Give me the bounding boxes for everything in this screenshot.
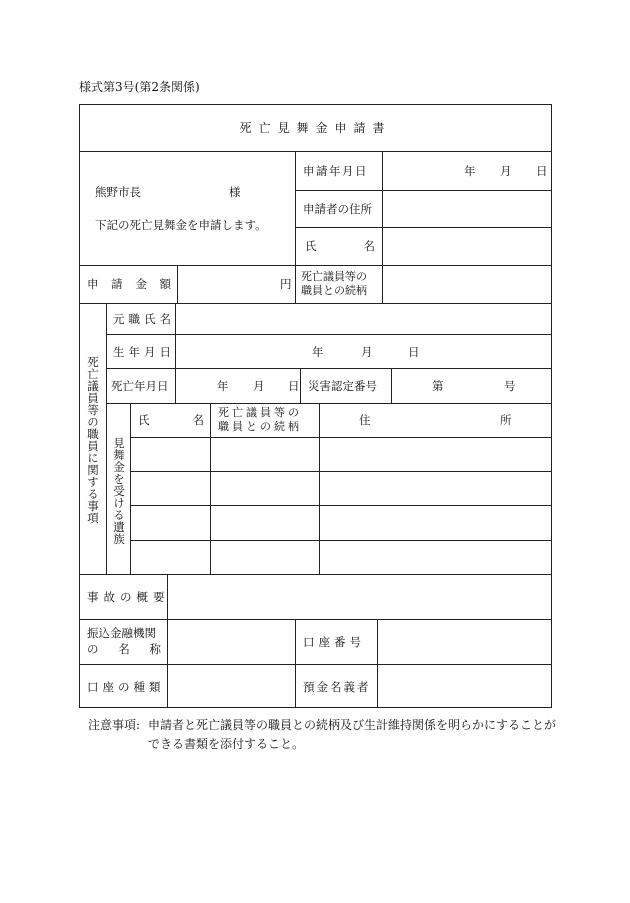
col-divider — [106, 303, 107, 574]
col-divider — [295, 619, 296, 708]
notes — [88, 716, 556, 754]
addressee-mayor: 熊野市長 — [95, 185, 141, 199]
notes-label: 注意事項: — [88, 718, 141, 732]
row-divider — [130, 540, 552, 541]
notes-line-1: 申請者と死亡議員等の職員との続柄及び生計維持関係を明らかにすることが — [148, 718, 557, 732]
survivors-label: 見舞金を受ける遺族 — [112, 437, 126, 545]
amount-relation-label-1: 死亡議員等の — [301, 270, 367, 283]
account-holder-label: 預金名義者 — [303, 680, 371, 694]
applicant-name-label: 氏 名 — [305, 239, 375, 253]
applicant-address-label: 申請者の住所 — [303, 202, 372, 216]
accident-summary-label: 事故の概要 — [87, 590, 170, 604]
survivor-name-header: 氏 名 — [138, 413, 204, 427]
death-unit-month: 月 — [253, 379, 265, 393]
amount-relation-label-2: 職員との続柄 — [301, 284, 367, 297]
account-holder-field[interactable] — [378, 665, 551, 707]
former-name-field[interactable] — [176, 304, 551, 333]
disaster-unit-prefix: 第 — [432, 379, 444, 393]
row-divider — [130, 505, 552, 506]
account-type-label: 口座の種類 — [87, 680, 165, 694]
notes-line-2: できる書類を添付すること。 — [148, 737, 305, 751]
birth-unit-year: 年 — [312, 345, 324, 359]
col-divider — [130, 403, 131, 574]
survivor-address-header-2: 所 — [500, 413, 512, 427]
form-number: 様式第3号(第2条関係) — [79, 80, 200, 94]
account-number-field[interactable] — [378, 620, 551, 663]
col-divider — [300, 368, 301, 403]
birth-unit-day: 日 — [408, 345, 420, 359]
row-divider — [130, 437, 552, 438]
row-divider — [130, 471, 552, 472]
amount-label: 申 請 金 額 — [87, 277, 171, 291]
amount-unit: 円 — [280, 277, 292, 291]
survivor-relation-header-2: 職員との続柄 — [218, 420, 302, 433]
form-title: 死亡見舞金申請書 — [239, 121, 392, 135]
death-unit-year: 年 — [217, 379, 229, 393]
date-unit-day: 日 — [536, 164, 548, 178]
survivor-address-header-1: 住 — [359, 413, 371, 427]
application-form — [79, 104, 552, 708]
row-divider — [79, 151, 552, 152]
applicant-address-field[interactable] — [383, 191, 551, 226]
account-number-label: 口座番号 — [303, 635, 365, 649]
amount-field[interactable] — [178, 266, 294, 302]
request-statement: 下記の死亡見舞金を申請します。 — [95, 218, 267, 232]
former-name-label: 元職氏名 — [113, 312, 175, 326]
bank-name-field[interactable] — [168, 620, 294, 663]
applicant-name-field[interactable] — [383, 228, 551, 264]
col-divider — [319, 403, 320, 574]
disaster-number-label: 災害認定番号 — [308, 379, 377, 393]
bank-name-label-2: の 名 称 — [87, 642, 161, 656]
account-type-field[interactable] — [168, 665, 294, 707]
col-divider — [210, 403, 211, 574]
col-divider — [391, 368, 392, 403]
disaster-unit-suffix: 号 — [504, 379, 516, 393]
addressee-honorific: 様 — [229, 185, 241, 199]
survivor-relation-header-1: 死亡議員等の — [218, 406, 302, 419]
death-unit-day: 日 — [288, 379, 300, 393]
date-unit-month: 月 — [500, 164, 512, 178]
birth-date-label: 生年月日 — [113, 345, 175, 359]
death-date-label: 死亡年月日 — [111, 379, 169, 393]
application-date-label: 申請年月日 — [303, 164, 368, 178]
col-divider — [295, 151, 296, 303]
amount-relation-field[interactable] — [383, 266, 551, 302]
accident-summary-field[interactable] — [168, 575, 551, 618]
row-divider — [106, 368, 552, 369]
birth-unit-month: 月 — [361, 345, 373, 359]
date-unit-year: 年 — [464, 164, 476, 178]
row-divider — [106, 403, 552, 404]
row-divider — [106, 334, 552, 335]
deceased-section-label: 死亡議員等の職員に関する事項 — [86, 356, 100, 524]
bank-name-label-1: 振込金融機関 — [87, 626, 156, 640]
